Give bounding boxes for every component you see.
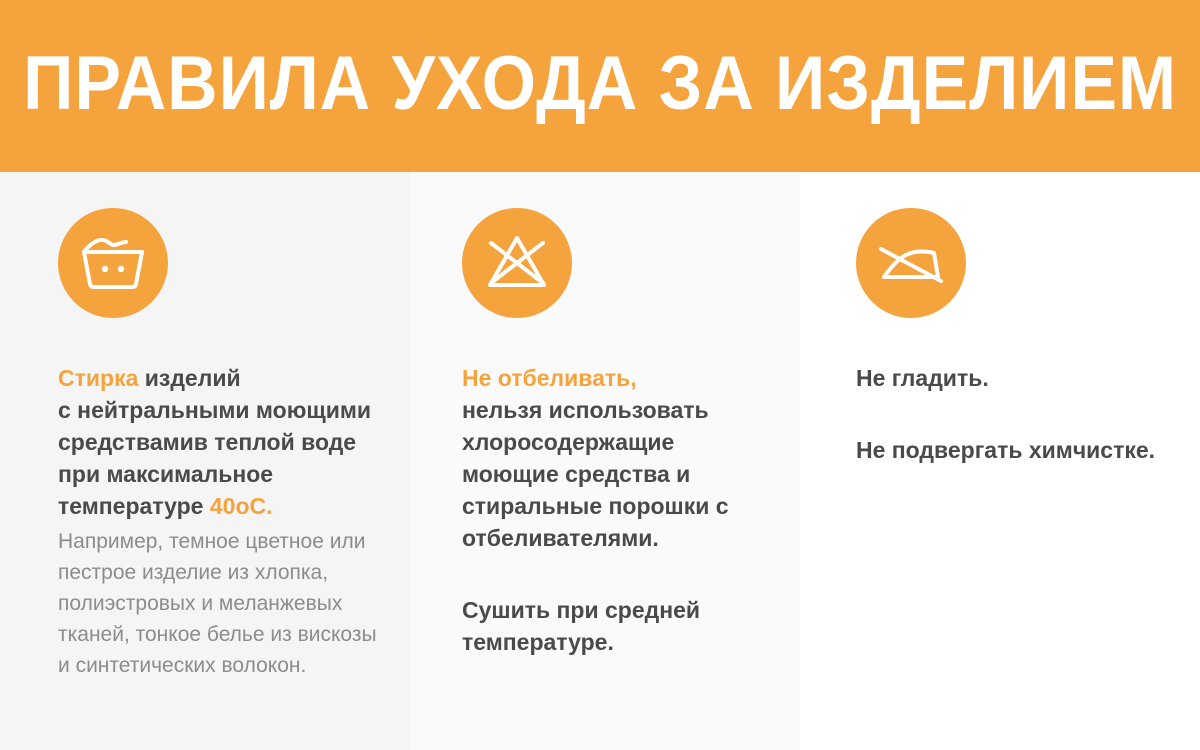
washing-line-4: температуре bbox=[58, 493, 210, 519]
wash-tub-icon bbox=[58, 208, 168, 318]
do-not-bleach-icon bbox=[462, 208, 572, 318]
washing-temperature: 40оС. bbox=[209, 493, 273, 519]
washing-main-text bbox=[58, 362, 380, 522]
washing-line-2: средствамив теплой воде bbox=[58, 429, 357, 455]
ironing-text: Не гладить. bbox=[856, 365, 989, 391]
column-ironing bbox=[800, 172, 1200, 750]
bleaching-body: нельзя использовать хлоросодержащие моющие средства и стиральные порошки с отбеливателями. bbox=[462, 397, 729, 551]
poster-header bbox=[0, 0, 1200, 172]
do-not-iron-icon bbox=[856, 208, 966, 318]
bleaching-main-text bbox=[462, 362, 770, 554]
washing-line-3: при максимальное bbox=[58, 461, 274, 487]
washing-line-1: с нейтральными моющими bbox=[58, 397, 372, 423]
column-bleaching bbox=[410, 172, 800, 750]
page-title: ПРАВИЛА УХОДА ЗА ИЗДЕЛИЕМ bbox=[23, 41, 1177, 126]
washing-lead-rest: изделий bbox=[138, 365, 241, 391]
washing-note: Например, темное цветное или пестрое изделие из хлопка, полиэстровых и меланжевых тканей, тонкое белье из вискозы и синтетических волокон. bbox=[58, 530, 377, 677]
spacer bbox=[856, 394, 1170, 434]
dry-cleaning-text: Не подвергать химчистке. bbox=[856, 437, 1156, 463]
drying-text: Сушить при средней температуре. bbox=[462, 597, 701, 655]
washing-accent-lead: Стирка bbox=[58, 365, 139, 391]
bleaching-accent-lead: Не отбеливать, bbox=[462, 365, 637, 391]
content-columns bbox=[0, 172, 1200, 750]
column-washing bbox=[0, 172, 410, 750]
spacer bbox=[462, 554, 770, 594]
